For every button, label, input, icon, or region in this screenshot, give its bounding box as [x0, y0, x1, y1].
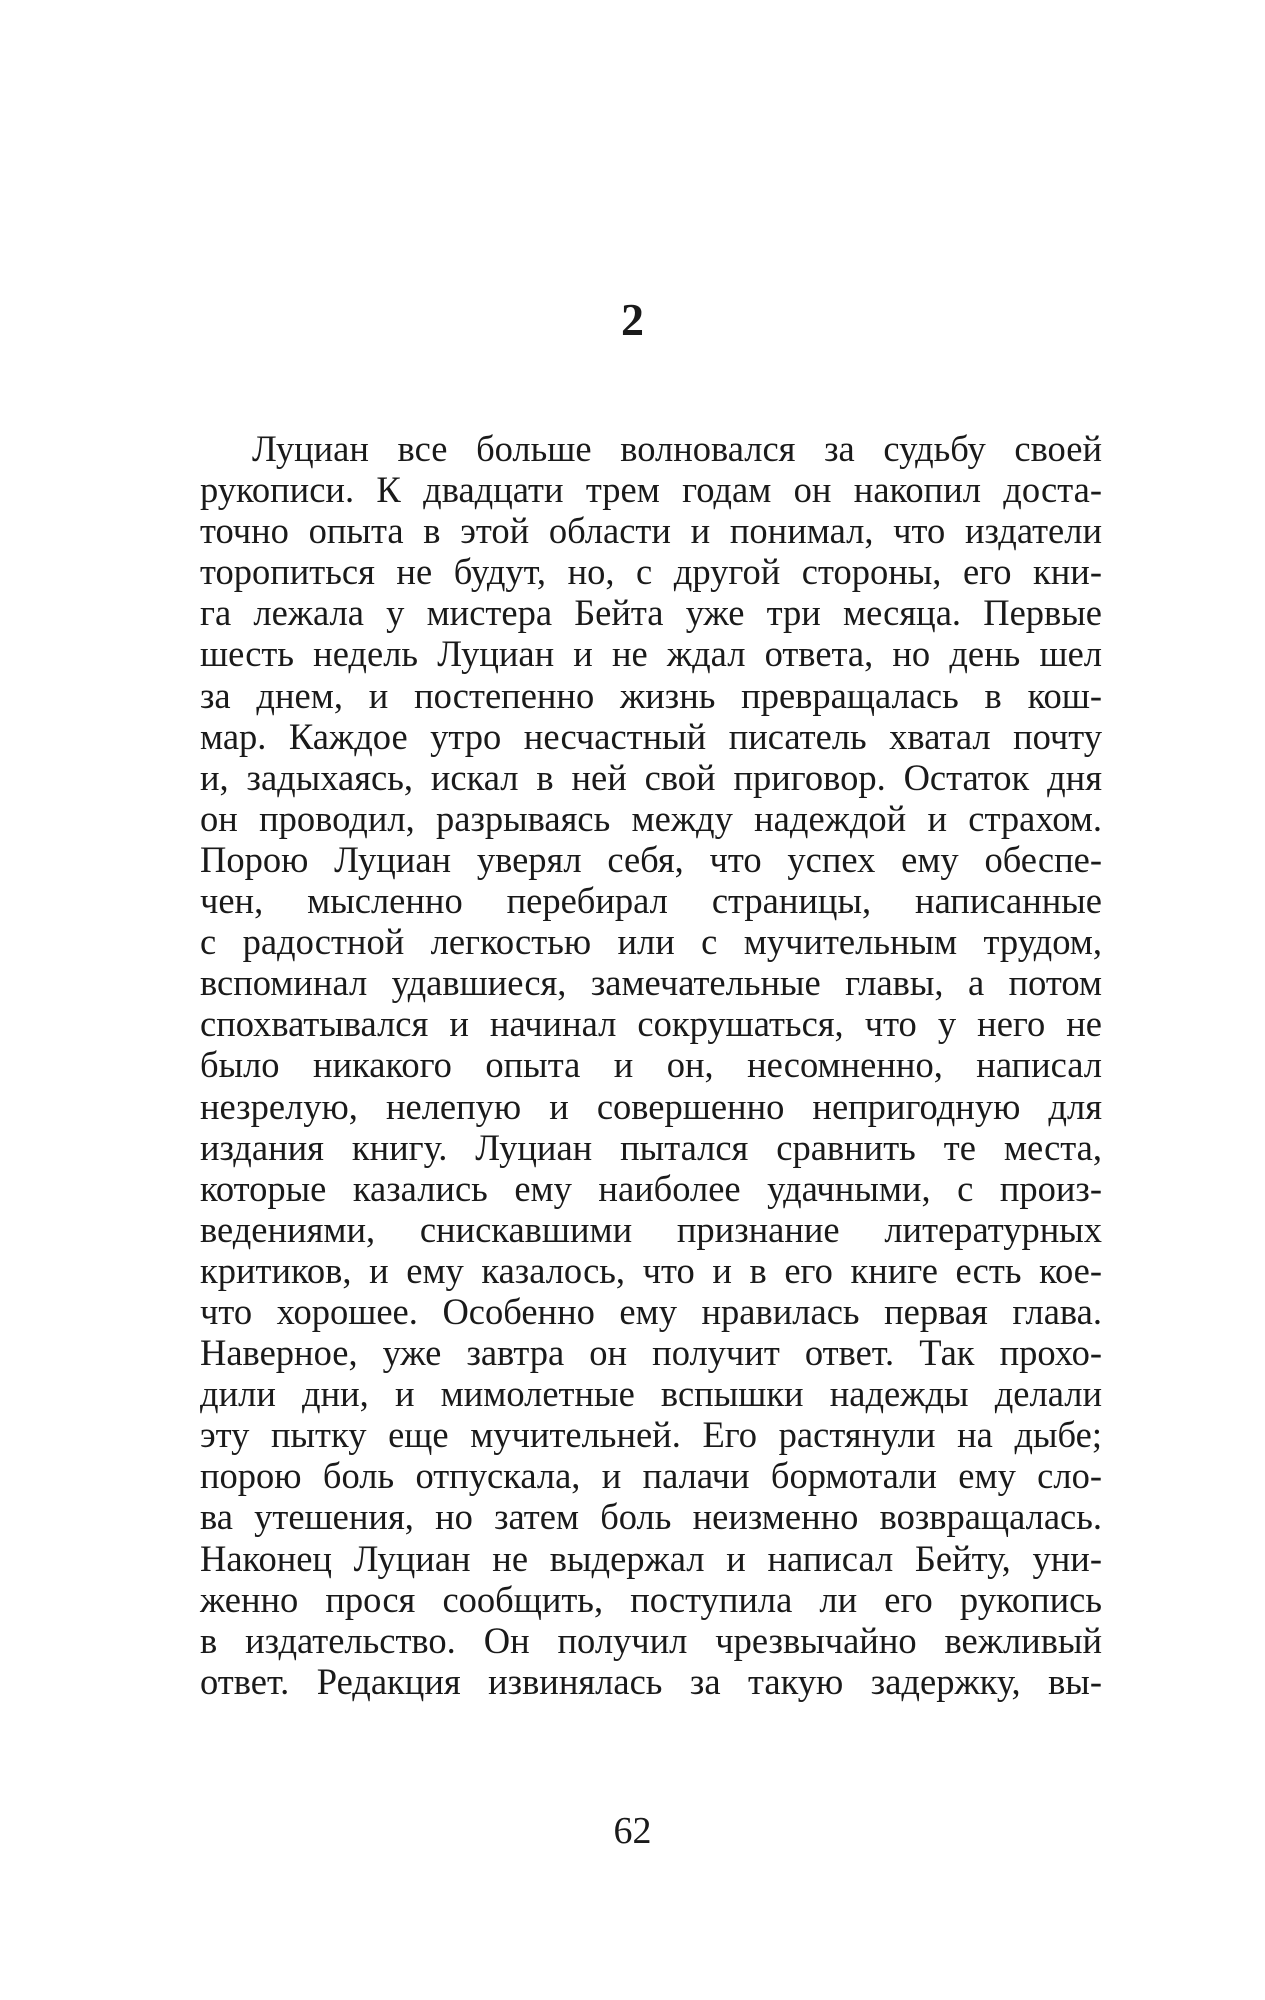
text-line: точно опыта в этой области и понимал, что издатели [200, 510, 1102, 552]
text-line: ведениями, снискавшими признание литературных [200, 1208, 1102, 1250]
text-line: чен, мысленно перебирал страницы, написанные [200, 880, 1102, 922]
text-line: порою боль отпускала, и палачи бормотали ему сло- [200, 1455, 1102, 1497]
text-line: мар. Каждое утро несчастный писатель хватал почту [200, 715, 1102, 757]
text-line: было никакого опыта и он, несомненно, написал [200, 1044, 1102, 1086]
text-line: что хорошее. Особенно ему нравилась первая глава. [200, 1290, 1102, 1332]
text-line: Наверное, уже завтра он получит ответ. Так прохо- [200, 1332, 1102, 1374]
page-number: 62 [613, 1810, 652, 1852]
text-line: рукописи. К двадцати трем годам он накопил доста- [200, 469, 1102, 511]
text-line: Луциан все больше волновался за судьбу своей [252, 428, 1102, 469]
text-line: дили дни, и мимолетные вспышки надежды делали [200, 1373, 1102, 1415]
text-line: и, задыхаясь, искал в ней свой приговор. Остаток дня [200, 756, 1102, 798]
text-line: га лежала у мистера Бейта уже три месяца. Первые [200, 592, 1102, 634]
text-line: Наконец Луциан не выдержал и написал Бейту, уни- [200, 1537, 1102, 1579]
text-line: спохватывался и начинал сокрушаться, что у него не [200, 1003, 1102, 1045]
text-line: ответ. Редакция извинялась за такую задержку, вы- [200, 1660, 1102, 1702]
chapter-number: 2 [621, 294, 644, 345]
text-line: незрелую, нелепую и совершенно непригодную для [200, 1085, 1102, 1127]
text-line: которые казались ему наиболее удачными, с произ- [200, 1167, 1102, 1209]
text-line: торопиться не будут, но, с другой стороны, его кни- [200, 551, 1102, 593]
text-line: Порою Луциан уверял себя, что успех ему обеспе- [200, 838, 1102, 880]
text-line: с радостной легкостью или с мучительным трудом, [200, 921, 1102, 963]
text-line: он проводил, разрываясь между надеждой и страхом. [200, 797, 1102, 839]
text-line: вспоминал удавшиеся, замечательные главы, а потом [200, 962, 1102, 1004]
text-line: ва утешения, но затем боль неизменно возвращалась. [200, 1496, 1102, 1538]
body-text [200, 428, 1102, 1702]
text-line: в издательство. Он получил чрезвычайно вежливый [200, 1619, 1102, 1661]
text-line: за днем, и постепенно жизнь превращалась в кош- [200, 674, 1102, 716]
text-line: шесть недель Луциан и не ждал ответа, но день шел [200, 633, 1102, 675]
text-line: издания книгу. Луциан пытался сравнить те места, [200, 1126, 1102, 1168]
text-line: женно прося сообщить, поступила ли его рукопись [200, 1578, 1102, 1620]
text-line: критиков, и ему казалось, что и в его книге есть кое- [200, 1249, 1102, 1291]
text-line: эту пытку еще мучительней. Его растянули на дыбе; [200, 1414, 1102, 1456]
